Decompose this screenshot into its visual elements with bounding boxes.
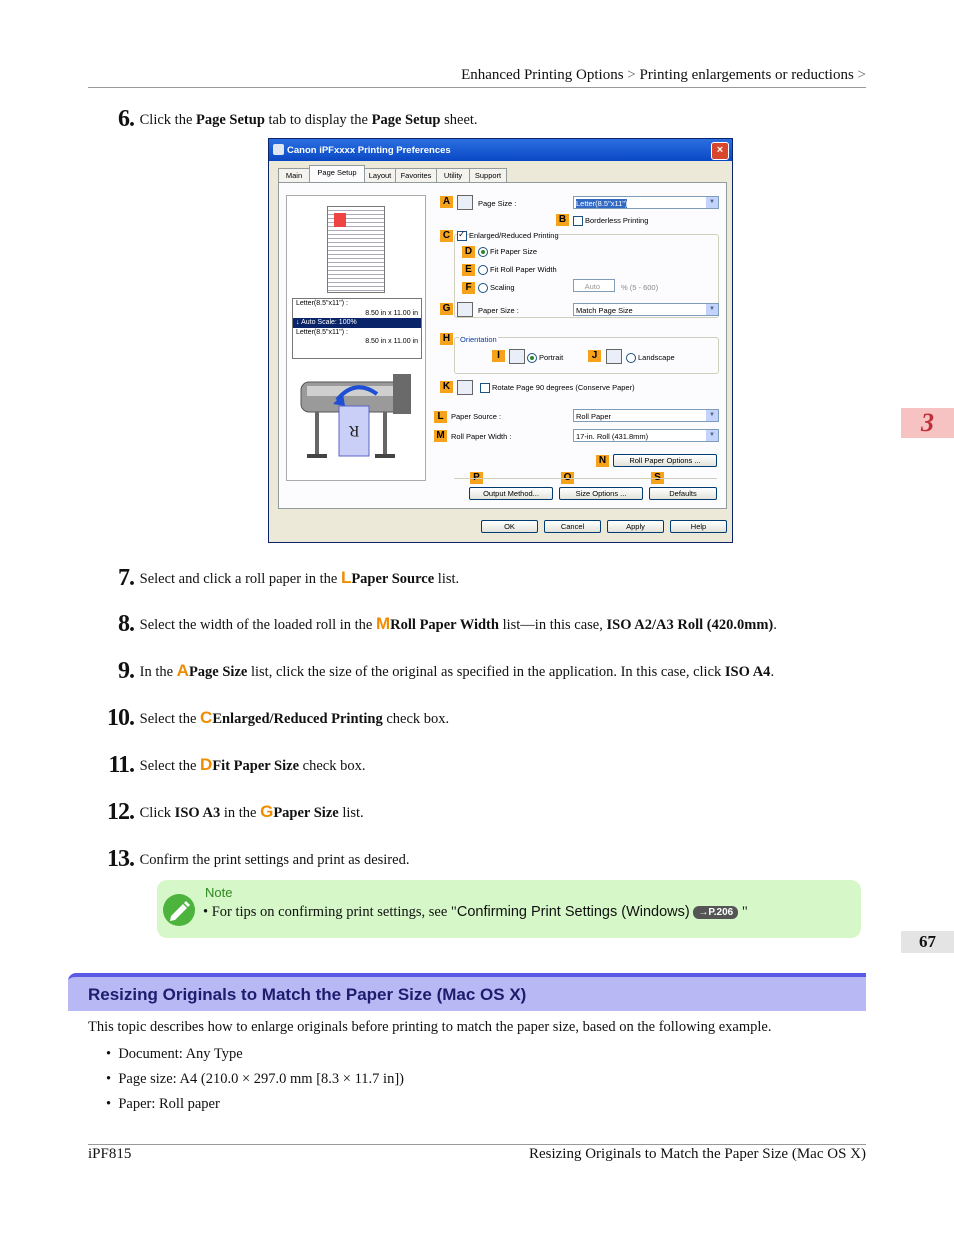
step-12 bbox=[88, 799, 364, 826]
pencil-icon bbox=[163, 894, 195, 926]
scaling-range: % (5 - 600) bbox=[621, 283, 659, 292]
step-number: 13. bbox=[107, 846, 134, 872]
chevron-down-icon: ▼ bbox=[706, 430, 718, 441]
info-text: Auto Scale: 100% bbox=[301, 319, 357, 326]
step-bold: Paper Source bbox=[351, 571, 435, 587]
step-number: 10. bbox=[107, 705, 134, 731]
fit-roll-width-radio[interactable] bbox=[478, 265, 488, 275]
callout-e: E bbox=[462, 264, 475, 276]
close-icon[interactable]: × bbox=[711, 142, 729, 160]
roll-paper-options-button[interactable]: Roll Paper Options ... bbox=[613, 454, 717, 467]
callout-letter: L bbox=[340, 568, 352, 587]
portrait-icon bbox=[509, 349, 525, 364]
info-line: Letter(8.5"x11") : bbox=[296, 300, 348, 307]
breadcrumb-separator: > bbox=[627, 67, 636, 83]
step-bold: Enlarged/Reduced Printing bbox=[212, 711, 383, 727]
step-number: 6. bbox=[118, 106, 134, 132]
enlarged-label: Enlarged/Reduced Printing bbox=[469, 231, 559, 240]
printer-illustration bbox=[297, 368, 415, 468]
callout-o: O bbox=[561, 472, 574, 484]
step-11 bbox=[88, 752, 365, 779]
step-8 bbox=[88, 611, 777, 638]
callout-g: G bbox=[440, 303, 453, 315]
callout-i: I bbox=[492, 350, 505, 362]
step-bold: Roll Paper Width bbox=[390, 617, 499, 633]
step-text: Select and click a roll paper in the bbox=[139, 571, 341, 587]
step-text: Click bbox=[139, 805, 175, 821]
ok-button[interactable]: OK bbox=[481, 520, 538, 533]
borderless-checkbox[interactable] bbox=[573, 216, 583, 226]
page-number: 67 bbox=[901, 931, 954, 953]
tab-main[interactable]: Main bbox=[278, 168, 310, 182]
page-size-select[interactable] bbox=[573, 196, 719, 209]
list-item-text: Paper: Roll paper bbox=[118, 1096, 220, 1112]
paper-size-label: Paper Size : bbox=[478, 306, 519, 315]
step-9 bbox=[88, 658, 774, 685]
defaults-button[interactable]: Defaults bbox=[649, 487, 717, 500]
dialog-title: Canon iPFxxxx Printing Preferences bbox=[287, 145, 451, 156]
callout-b: B bbox=[556, 214, 569, 226]
breadcrumb-section[interactable]: Enhanced Printing Options bbox=[461, 67, 624, 83]
fit-roll-width-label: Fit Roll Paper Width bbox=[490, 265, 557, 274]
paper-source-value: Roll Paper bbox=[576, 412, 612, 421]
tab-favorites[interactable]: Favorites bbox=[395, 168, 437, 182]
breadcrumb-topic[interactable]: Printing enlargements or reductions bbox=[639, 67, 854, 83]
step-number: 7. bbox=[118, 565, 134, 591]
step-bold: Page Size bbox=[188, 664, 248, 680]
info-line: Letter(8.5"x11") : bbox=[296, 328, 348, 336]
step-text: Confirm the print settings and print as desired. bbox=[139, 852, 410, 868]
note-link[interactable]: Confirming Print Settings (Windows) bbox=[456, 904, 690, 920]
tab-support[interactable]: Support bbox=[469, 168, 507, 182]
rotate-icon bbox=[457, 380, 473, 395]
step-text: . bbox=[773, 617, 777, 633]
callout-n: N bbox=[596, 455, 609, 467]
down-arrow-icon: ↓ bbox=[296, 319, 300, 326]
note-text-post: " bbox=[738, 904, 748, 920]
page-reference-badge[interactable]: →P.206 bbox=[693, 906, 738, 919]
step-text: list. bbox=[338, 805, 364, 821]
step-text: list, click the size of the original as specified in the application. In this case, click bbox=[247, 664, 725, 680]
enlarged-checkbox[interactable] bbox=[457, 231, 467, 241]
callout-letter: G bbox=[260, 802, 274, 821]
callout-d: D bbox=[462, 246, 475, 258]
page-setup-panel bbox=[278, 182, 727, 509]
paper-source-label: Paper Source : bbox=[451, 412, 502, 421]
list-item: • Page size: A4 (210.0 × 297.0 mm [8.3 × 11.7 in]) bbox=[106, 1071, 404, 1087]
callout-s: S bbox=[651, 472, 664, 484]
step-text: check box. bbox=[299, 758, 366, 774]
printing-preferences-dialog bbox=[268, 138, 733, 543]
info-line-selected bbox=[293, 318, 421, 328]
settings-preview bbox=[286, 195, 426, 481]
callout-l: L bbox=[434, 411, 447, 423]
fit-paper-size-label: Fit Paper Size bbox=[490, 247, 538, 256]
note-text bbox=[203, 904, 748, 921]
options-divider bbox=[454, 478, 717, 479]
step-bold: Paper Size bbox=[273, 805, 339, 821]
step-13 bbox=[88, 846, 409, 873]
scaling-value: Auto bbox=[584, 282, 600, 291]
landscape-radio[interactable] bbox=[626, 353, 636, 363]
step-bold: ISO A2/A3 Roll (420.0mm) bbox=[606, 617, 774, 633]
list-item: • Paper: Roll paper bbox=[106, 1096, 220, 1112]
page-size-label: Page Size : bbox=[478, 199, 517, 208]
step-bold: ISO A4 bbox=[724, 664, 771, 680]
tab-utility[interactable]: Utility bbox=[436, 168, 470, 182]
scaling-label: Scaling bbox=[490, 283, 515, 292]
dialog-titlebar bbox=[269, 139, 732, 161]
portrait-radio[interactable] bbox=[527, 353, 537, 363]
header-rule bbox=[88, 87, 866, 88]
paper-source-select[interactable] bbox=[573, 409, 719, 422]
step-text: Select the bbox=[139, 758, 201, 774]
info-line: 8.50 in x 11.00 in bbox=[365, 309, 418, 317]
step-number: 12. bbox=[107, 799, 134, 825]
note-box bbox=[157, 880, 861, 938]
bullet: • bbox=[203, 904, 209, 920]
step-10 bbox=[88, 705, 449, 732]
scaling-input[interactable] bbox=[573, 279, 615, 292]
rotate-checkbox[interactable] bbox=[480, 383, 490, 393]
step-text: Select the width of the loaded roll in the bbox=[139, 617, 376, 633]
landscape-label: Landscape bbox=[638, 353, 675, 362]
step-bold: Page Setup bbox=[371, 112, 441, 128]
callout-k: K bbox=[440, 381, 453, 393]
step-bold: ISO A3 bbox=[174, 805, 221, 821]
breadcrumb-separator: > bbox=[857, 67, 866, 83]
paper-size-select[interactable] bbox=[573, 303, 719, 316]
step-bold: Fit Paper Size bbox=[212, 758, 300, 774]
chevron-down-icon: ▼ bbox=[706, 304, 718, 315]
callout-letter: D bbox=[200, 755, 213, 774]
roll-width-label: Roll Paper Width : bbox=[451, 432, 512, 441]
size-info-box bbox=[292, 298, 422, 359]
footer-model: iPF815 bbox=[88, 1146, 132, 1162]
footer-section-title: Resizing Originals to Match the Paper Size (Mac OS X) bbox=[528, 1146, 866, 1162]
step-number: 9. bbox=[118, 658, 134, 684]
step-7 bbox=[88, 565, 459, 592]
preview-image bbox=[334, 213, 346, 227]
step-text: sheet. bbox=[440, 112, 478, 128]
orientation-label: Orientation bbox=[460, 335, 497, 344]
step-text: list—in this case, bbox=[498, 617, 607, 633]
step-text: In the bbox=[139, 664, 177, 680]
page-preview bbox=[327, 206, 385, 293]
callout-a: A bbox=[440, 196, 453, 208]
list-item: • Document: Any Type bbox=[106, 1046, 243, 1062]
step-text: in the bbox=[220, 805, 261, 821]
borderless-label: Borderless Printing bbox=[585, 216, 649, 225]
step-number: 8. bbox=[118, 611, 134, 637]
callout-letter: M bbox=[376, 614, 391, 633]
callout-c: C bbox=[440, 230, 453, 242]
step-text: . bbox=[770, 664, 775, 680]
chevron-down-icon: ▼ bbox=[706, 197, 718, 208]
tab-page-setup[interactable]: Page Setup bbox=[309, 165, 365, 183]
page-size-value: Letter(8.5"x11") bbox=[576, 199, 628, 208]
scaling-radio[interactable] bbox=[478, 283, 488, 293]
step-text: Click the bbox=[139, 112, 197, 128]
callout-letter: A bbox=[176, 661, 189, 680]
paper-size-icon bbox=[457, 302, 473, 317]
step-6 bbox=[88, 106, 478, 133]
paper-size-value: Match Page Size bbox=[576, 306, 633, 315]
size-options-button[interactable]: Size Options ... bbox=[559, 487, 643, 500]
step-text: Select the bbox=[139, 711, 201, 727]
rotate-label: Rotate Page 90 degrees (Conserve Paper) bbox=[492, 383, 635, 392]
breadcrumb bbox=[461, 67, 866, 84]
list-item-text: Page size: A4 (210.0 × 297.0 mm [8.3 × 11.7 in]) bbox=[118, 1071, 404, 1087]
footer-rule bbox=[88, 1144, 866, 1145]
tab-layout[interactable]: Layout bbox=[364, 168, 396, 182]
callout-m: M bbox=[434, 430, 447, 442]
preview-letter: R bbox=[348, 422, 360, 439]
output-method-button[interactable]: Output Method... bbox=[469, 487, 553, 500]
step-text: check box. bbox=[382, 711, 450, 727]
help-button[interactable]: Help bbox=[670, 520, 727, 533]
apply-button[interactable]: Apply bbox=[607, 520, 664, 533]
step-number: 11. bbox=[108, 752, 134, 778]
portrait-label: Portrait bbox=[539, 353, 564, 362]
printer-icon bbox=[273, 144, 284, 155]
roll-width-value: 17-in. Roll (431.8mm) bbox=[576, 432, 649, 441]
callout-h: H bbox=[440, 333, 453, 345]
section-intro: This topic describes how to enlarge originals before printing to match the paper size, based on the following example. bbox=[88, 1019, 772, 1035]
chevron-down-icon: ▼ bbox=[706, 410, 718, 421]
cancel-button[interactable]: Cancel bbox=[544, 520, 601, 533]
list-item-text: Document: Any Type bbox=[118, 1046, 243, 1062]
step-text: tab to display the bbox=[264, 112, 372, 128]
callout-j: J bbox=[588, 350, 601, 362]
fit-paper-size-radio[interactable] bbox=[478, 247, 488, 257]
callout-p: P bbox=[470, 472, 483, 484]
landscape-icon bbox=[606, 349, 622, 364]
roll-width-select[interactable] bbox=[573, 429, 719, 442]
chapter-tab[interactable]: 3 bbox=[901, 408, 954, 438]
section-title: Resizing Originals to Match the Paper Size (Mac OS X) bbox=[88, 985, 527, 1004]
section-header bbox=[68, 973, 866, 1011]
page-size-icon bbox=[457, 195, 473, 210]
callout-letter: C bbox=[200, 708, 213, 727]
note-text-pre: For tips on confirming print settings, see " bbox=[211, 904, 457, 920]
step-text: list. bbox=[434, 571, 460, 587]
step-bold: Page Setup bbox=[196, 112, 265, 128]
callout-f: F bbox=[462, 282, 475, 294]
info-line: 8.50 in x 11.00 in bbox=[365, 338, 418, 345]
note-title: Note bbox=[205, 885, 233, 900]
